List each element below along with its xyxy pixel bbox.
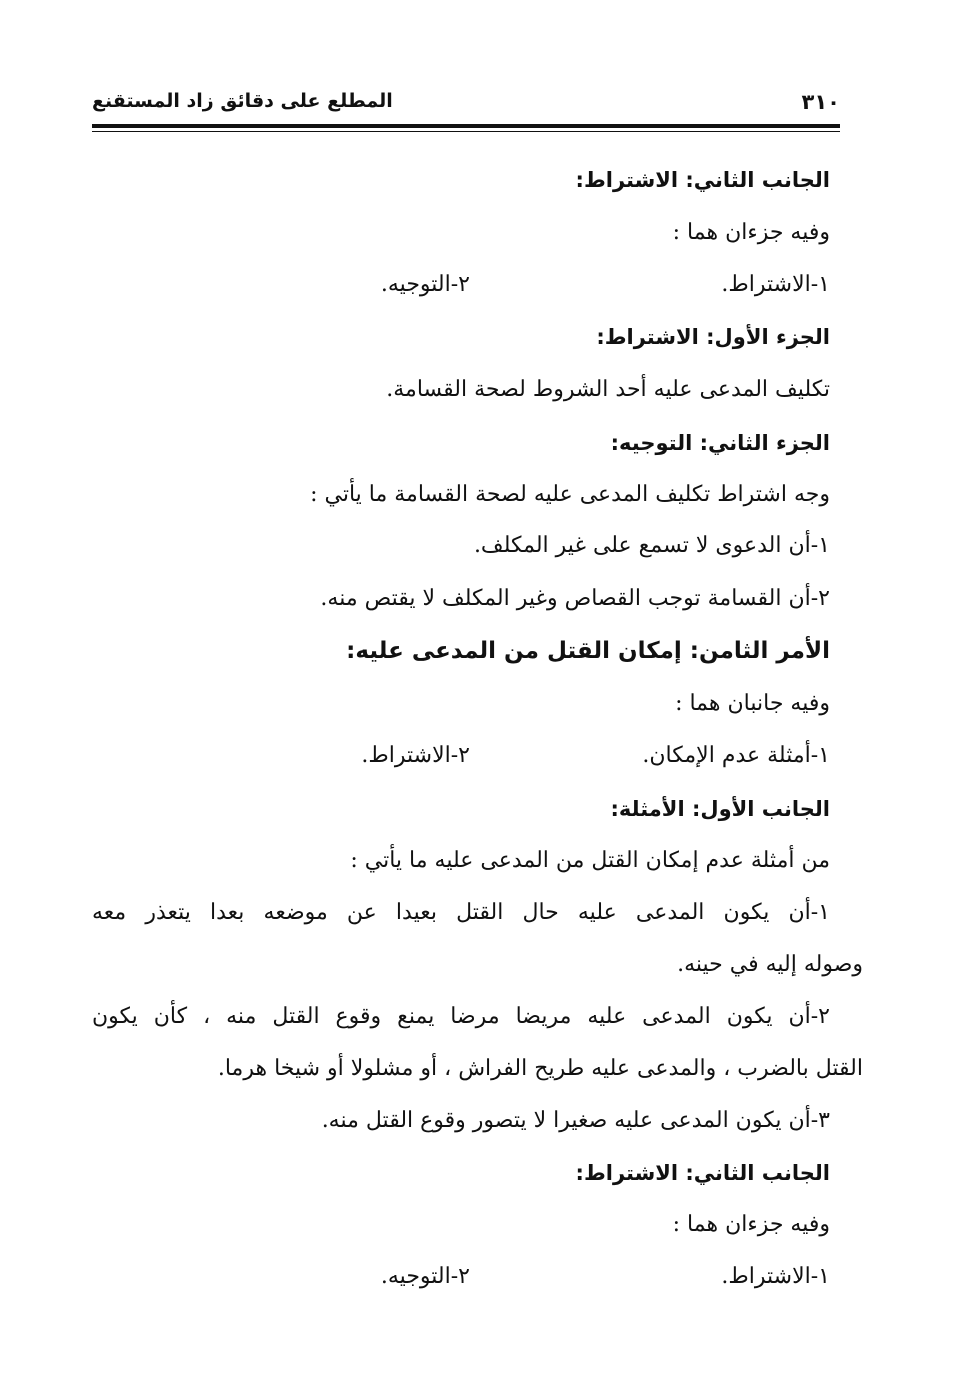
list-item: ١-أن الدعوى لا تسمع على غير المكلف.: [473, 533, 830, 558]
list-item: ٢-التوجيه.: [380, 272, 470, 297]
header-rule-thin: [92, 131, 840, 132]
paragraph-line: وصوله إليه في حينه.: [677, 952, 863, 977]
section-heading: الجزء الأول: الاشتراط:: [596, 325, 830, 349]
paragraph-line: وجه اشتراط تكليف المدعى عليه لصحة القسامة ما يأتي :: [310, 482, 830, 507]
list-item: ١-الاشتراط.: [721, 272, 830, 297]
list-item: ١-الاشتراط.: [721, 1264, 830, 1289]
running-header: [92, 84, 840, 120]
section-heading: الجانب الثاني: الاشتراط:: [575, 168, 830, 192]
page-number: ٣١٠: [801, 90, 840, 114]
paragraph-line: وفيه جزءان هما :: [672, 1212, 830, 1237]
paragraph-line: من أمثلة عدم إمكان القتل من المدعى عليه ما يأتي :: [350, 848, 830, 873]
paragraph-line: وفيه جانبان هما :: [675, 691, 830, 716]
paragraph-line: تكليف المدعى عليه أحد الشروط لصحة القسامة.: [386, 377, 830, 402]
header-rule-thick: [92, 124, 840, 128]
list-item: ١-أمثلة عدم الإمكان.: [642, 743, 830, 768]
book-title: المطلع على دقائق زاد المستقنع: [92, 90, 393, 112]
list-item: ٢-التوجيه.: [380, 1264, 470, 1289]
list-item: ٢-أن القسامة توجب القصاص وغير المكلف لا يقتص منه.: [320, 586, 830, 611]
list-item: ١-أن يكون المدعى عليه حال القتل بعيدا عن موضعه بعدا يتعذر معه: [92, 900, 830, 925]
paragraph-line: وفيه جزءان هما :: [672, 220, 830, 245]
list-item: ٣-أن يكون المدعى عليه صغيرا لا يتصور وقوع القتل منه.: [321, 1108, 830, 1133]
section-heading: الجزء الثاني: التوجيه:: [610, 431, 830, 455]
section-heading: الأمر الثامن: إمكان القتل من المدعى عليه:: [346, 638, 830, 664]
section-heading: الجانب الثاني: الاشتراط:: [575, 1161, 830, 1185]
section-heading: الجانب الأول: الأمثلة:: [610, 797, 830, 821]
list-item: ٢-الاشتراط.: [361, 743, 470, 768]
paragraph-line: القتل بالضرب ، والمدعى عليه طريح الفراش ، أو مشلولا أو شيخا هرما.: [217, 1056, 863, 1081]
list-item: ٢-أن يكون المدعى عليه مريضا مرضا يمنع وقوع القتل منه ، كأن يكون: [92, 1004, 830, 1029]
